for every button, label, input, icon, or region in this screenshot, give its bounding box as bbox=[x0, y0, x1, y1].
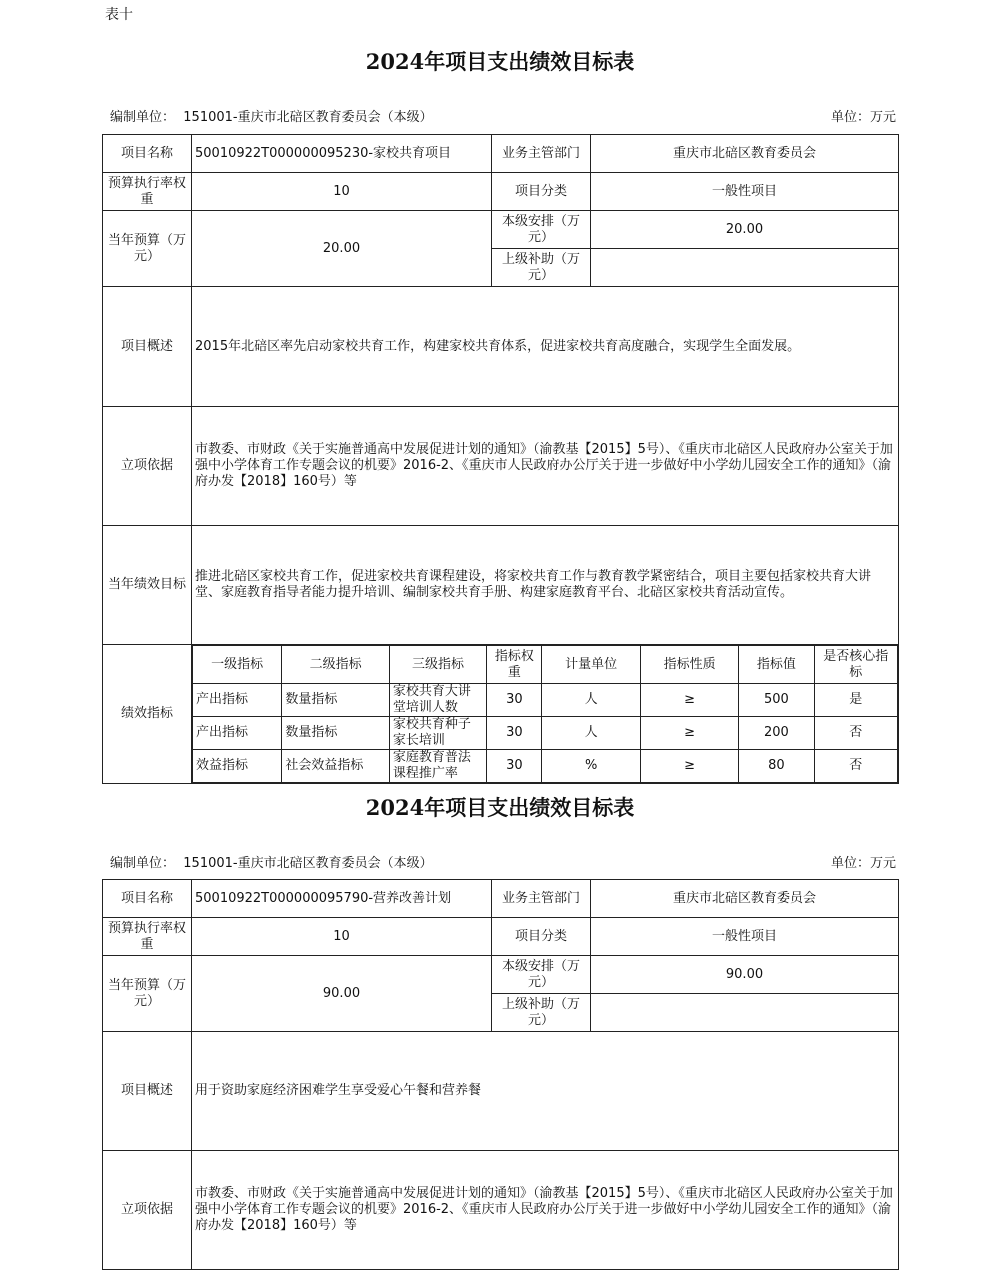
indicator-cell: % bbox=[542, 750, 640, 783]
unit-value: 151001-重庆市北碚区教育委员会（本级） bbox=[183, 110, 433, 125]
unit-value: 151001-重庆市北碚区教育委员会（本级） bbox=[183, 856, 433, 871]
upper-label: 上级补助（万元） bbox=[492, 249, 591, 287]
page-title-1: 2024年项目支出绩效目标表 bbox=[365, 49, 635, 74]
basis-text: 市教委、市财政《关于实施普通高中发展促进计划的通知》（渝教基【2015】5号）、《重庆市北碚区人民政府办公室关于加强中小学体育工作专题会议的机要》2016-2、《重庆市人民政府办公厅关于进一步做好中小学幼儿园安全工作的通知》（渝府办发【2018】160号）等 bbox=[192, 1151, 899, 1270]
local-value: 20.00 bbox=[591, 211, 899, 249]
indicator-header: 计量单位 bbox=[542, 646, 640, 684]
project-name-value: 50010922T000000095230-家校共育项目 bbox=[192, 135, 492, 173]
table-row bbox=[193, 684, 898, 717]
goal-text: 推进北碚区家校共育工作，促进家校共育课程建设，将家校共育工作与教育教学紧密结合，项目主要包括家校共育大讲堂、家庭教育指导者能力提升培训、编制家校共育手册、构建家庭教育平台、北碚区家校共育活动宣传。 bbox=[192, 526, 899, 645]
unit-line-1 bbox=[110, 106, 896, 125]
indicator-cell: 数量指标 bbox=[282, 684, 389, 717]
page-title-2: 2024年项目支出绩效目标表 bbox=[365, 795, 635, 820]
project-name-label: 项目名称 bbox=[103, 135, 192, 173]
indicator-cell: 人 bbox=[542, 717, 640, 750]
budget-label: 当年预算（万元） bbox=[103, 956, 192, 1032]
unit-label: 编制单位： bbox=[110, 856, 176, 871]
indicator-cell: 产出指标 bbox=[193, 684, 282, 717]
unit-info-1 bbox=[110, 106, 433, 125]
dept-value: 重庆市北碚区教育委员会 bbox=[591, 880, 899, 918]
indicator-cell: ≥ bbox=[640, 717, 738, 750]
category-value: 一般性项目 bbox=[591, 173, 899, 211]
budget-label: 当年预算（万元） bbox=[103, 211, 192, 287]
indicator-cell: 500 bbox=[739, 684, 814, 717]
indicator-cell: 家校共育大讲堂培训人数 bbox=[389, 684, 486, 717]
indicator-cell: 家庭教育普法课程推广率 bbox=[389, 750, 486, 783]
weight-value: 10 bbox=[192, 173, 492, 211]
category-label: 项目分类 bbox=[492, 173, 591, 211]
performance-table-1 bbox=[102, 134, 899, 784]
indicator-cell: 数量指标 bbox=[282, 717, 389, 750]
indicator-header: 一级指标 bbox=[193, 646, 282, 684]
local-label: 本级安排（万元） bbox=[492, 211, 591, 249]
indicator-cell: 产出指标 bbox=[193, 717, 282, 750]
indicator-cell: 否 bbox=[814, 750, 897, 783]
overview-text: 用于资助家庭经济困难学生享受爱心午餐和营养餐 bbox=[192, 1032, 899, 1151]
table-row bbox=[193, 750, 898, 783]
basis-label: 立项依据 bbox=[103, 1151, 192, 1270]
performance-table-2 bbox=[102, 879, 899, 1270]
upper-label: 上级补助（万元） bbox=[492, 994, 591, 1032]
unit-info-2 bbox=[110, 852, 433, 871]
table-row bbox=[193, 717, 898, 750]
weight-label: 预算执行率权重 bbox=[103, 173, 192, 211]
indicator-table bbox=[192, 645, 898, 783]
overview-text: 2015年北碚区率先启动家校共育工作，构建家校共育体系，促进家校共育高度融合，实现学生全面发展。 bbox=[192, 287, 899, 407]
indicator-cell: 30 bbox=[487, 717, 542, 750]
goal-label: 当年绩效目标 bbox=[103, 526, 192, 645]
indicator-cell: 是 bbox=[814, 684, 897, 717]
indicator-cell: 30 bbox=[487, 750, 542, 783]
project-name-value: 50010922T000000095790-营养改善计划 bbox=[192, 880, 492, 918]
indicator-cell: 否 bbox=[814, 717, 897, 750]
indicator-header: 是否核心指标 bbox=[814, 646, 897, 684]
indicator-header: 三级指标 bbox=[389, 646, 486, 684]
indicator-cell: 30 bbox=[487, 684, 542, 717]
indicator-header: 指标值 bbox=[739, 646, 814, 684]
project-name-label: 项目名称 bbox=[103, 880, 192, 918]
unit-label: 编制单位： bbox=[110, 110, 176, 125]
indicator-cell: ≥ bbox=[640, 684, 738, 717]
indicator-label: 绩效指标 bbox=[103, 645, 192, 784]
indicator-cell: 人 bbox=[542, 684, 640, 717]
indicator-cell: 200 bbox=[739, 717, 814, 750]
indicator-cell: ≥ bbox=[640, 750, 738, 783]
indicator-cell: 效益指标 bbox=[193, 750, 282, 783]
overview-label: 项目概述 bbox=[103, 287, 192, 407]
dept-label: 业务主管部门 bbox=[492, 135, 591, 173]
page-tag: 表十 bbox=[105, 7, 133, 23]
upper-value bbox=[591, 994, 899, 1032]
budget-value: 20.00 bbox=[192, 211, 492, 287]
category-label: 项目分类 bbox=[492, 918, 591, 956]
basis-label: 立项依据 bbox=[103, 407, 192, 526]
indicator-cell: 80 bbox=[739, 750, 814, 783]
currency-label: 单位：万元 bbox=[830, 110, 896, 125]
indicator-header: 指标权重 bbox=[487, 646, 542, 684]
dept-label: 业务主管部门 bbox=[492, 880, 591, 918]
indicator-cell: 家校共育种子家长培训 bbox=[389, 717, 486, 750]
currency-label: 单位：万元 bbox=[830, 856, 896, 871]
indicator-header: 指标性质 bbox=[640, 646, 738, 684]
unit-line-2 bbox=[110, 852, 896, 871]
dept-value: 重庆市北碚区教育委员会 bbox=[591, 135, 899, 173]
local-value: 90.00 bbox=[591, 956, 899, 994]
weight-value: 10 bbox=[192, 918, 492, 956]
indicator-cell: 社会效益指标 bbox=[282, 750, 389, 783]
indicator-header: 二级指标 bbox=[282, 646, 389, 684]
overview-label: 项目概述 bbox=[103, 1032, 192, 1151]
upper-value bbox=[591, 249, 899, 287]
basis-text: 市教委、市财政《关于实施普通高中发展促进计划的通知》（渝教基【2015】5号）、《重庆市北碚区人民政府办公室关于加强中小学体育工作专题会议的机要》2016-2、《重庆市人民政府办公厅关于进一步做好中小学幼儿园安全工作的通知》（渝府办发【2018】160号）等 bbox=[192, 407, 899, 526]
budget-value: 90.00 bbox=[192, 956, 492, 1032]
category-value: 一般性项目 bbox=[591, 918, 899, 956]
weight-label: 预算执行率权重 bbox=[103, 918, 192, 956]
local-label: 本级安排（万元） bbox=[492, 956, 591, 994]
